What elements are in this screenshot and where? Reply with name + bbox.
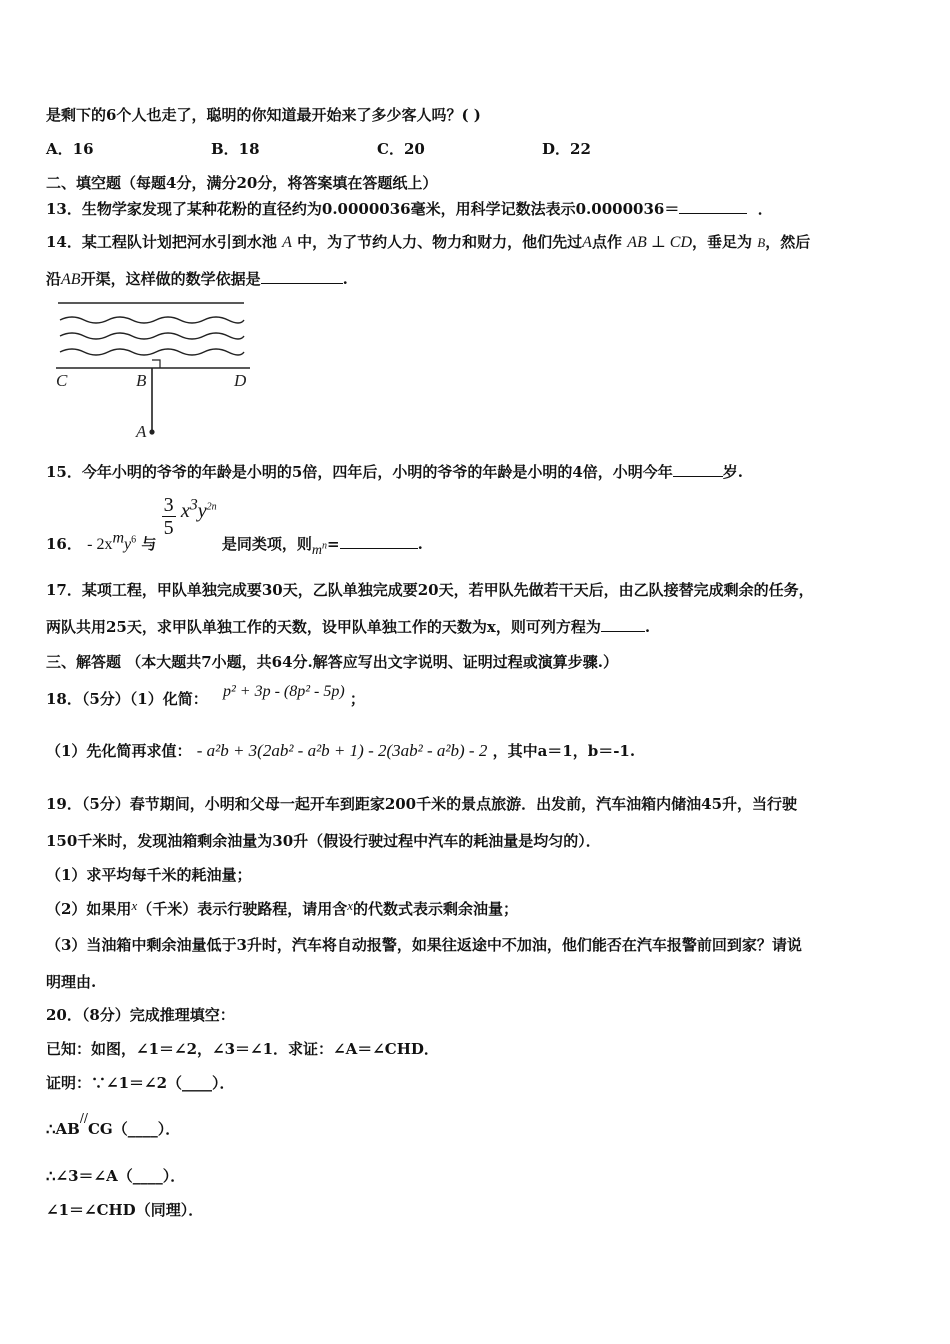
q19-part3-line2: 明理由. [46, 973, 97, 991]
q16-term2-x: x [180, 499, 190, 522]
q19-part2-text-2: （千米）表示行驶路程，请用含 [137, 900, 348, 918]
q13-end: ． [757, 200, 773, 218]
q16-end: . [417, 534, 423, 553]
q17-line1: 17．某项工程，甲队单独完成要30天，乙队单独完成要20天，若甲队先做若干天后，由乙队接替完成剩余的任务， [46, 581, 814, 599]
q18-sub-end: ，其中a＝1，b＝-1. [492, 742, 636, 760]
q13-text: 13．生物学家发现了某种花粉的直径约为0.0000036毫米，用科学记数法表示0.0000036＝ [46, 200, 680, 218]
q16-frac-denominator: 5 [163, 517, 174, 539]
q19-part1: （1）求平均每千米的耗油量； [46, 866, 252, 884]
q18-part2 [46, 740, 635, 761]
q14-line1 [46, 231, 810, 252]
q16 [46, 494, 423, 558]
q14-var-ab: AB [61, 271, 81, 288]
q20-proof-3: ∴∠3＝∠A（____）． [46, 1167, 186, 1185]
label-a: A [136, 422, 147, 441]
q14-text-2: 中，为了节约人力、物力和财力，他们先过 [297, 233, 583, 251]
q20-given: 已知：如图，∠1＝∠2，∠3＝∠1．求证：∠A＝∠CHD． [46, 1040, 439, 1058]
q19-line2: 150千米时，发现油箱剩余油量为30升（假设行驶过程中汽车的耗油量是均匀的）． [46, 832, 601, 850]
q20-parallel-symbol: // [79, 1111, 88, 1125]
q20-proof-1: 证明：∵∠1＝∠2（____）． [46, 1074, 235, 1092]
q17-end: . [644, 618, 651, 636]
q19-part2-text-3: 的代数式表示剩余油量； [353, 900, 519, 918]
q16-fraction [162, 494, 176, 539]
q16-exp-2n: 2n [206, 500, 217, 512]
section3-title: 三、解答题 （本大题共7小题，共64分.解答应写出文字说明、证明过程或演算步骤.） [46, 653, 618, 671]
q16-answer-blank[interactable] [340, 534, 418, 549]
q18-label: 18．（5分）（1）化简： [46, 690, 208, 708]
q14-text-6: 沿 [46, 270, 62, 288]
q14-text-7: 开渠，这样做的数学依据是 [80, 270, 261, 288]
q16-text: 是同类项，则 [221, 534, 312, 553]
q19-var-x: x [131, 898, 138, 913]
q12-option-a[interactable]: A．16 [46, 140, 94, 158]
q20-proof-2 [46, 1111, 181, 1139]
q14-end: . [342, 270, 348, 288]
q14-var-a-2: A [582, 234, 592, 251]
q18-sub-expression: - a²b + 3(2ab² - a²b + 1) - 2(3ab² - a²b) - 2 [196, 741, 488, 760]
q15-answer-blank[interactable] [673, 462, 723, 477]
q16-with: 与 [141, 534, 157, 553]
label-b: B [136, 371, 147, 390]
q16-equals: = [326, 534, 340, 553]
q15 [46, 461, 743, 482]
label-d: D [234, 371, 247, 390]
q13 [46, 198, 773, 219]
q16-term1-y: y [124, 535, 132, 553]
q19-line1: 19．（5分）春节期间，小明和父母一起开车到距家200千米的景点旅游．出发前，汽车油箱内储油45升，当行驶 [46, 795, 798, 813]
q20-proof-2-cg: CG（____）． [87, 1120, 181, 1138]
q16-exp-6: 6 [131, 534, 137, 546]
q19-part2 [46, 898, 518, 919]
wave-3 [60, 349, 244, 355]
q17-answer-blank[interactable] [601, 617, 645, 632]
wave-1 [60, 317, 244, 323]
q16-term1-coef: - 2x [87, 535, 113, 553]
q20-proof-2-ab: ∴AB [46, 1120, 80, 1138]
q14-text-3: 点作 [591, 233, 622, 251]
q14-text-5: ，然后 [765, 233, 811, 251]
q17-line2 [46, 616, 650, 637]
q19-var-x-2: x [347, 898, 354, 913]
q16-frac-numerator: 3 [163, 494, 174, 516]
river-canal-figure [50, 296, 260, 446]
q14-var-a: A [282, 234, 292, 251]
q13-answer-blank[interactable] [679, 199, 747, 214]
q14-var-b: B [757, 235, 766, 250]
right-angle-mark [152, 360, 160, 368]
q16-exp-3: 3 [189, 495, 198, 513]
q18-expression: p² + 3p - (8p² - 5p) [222, 683, 345, 700]
q16-term2-y: y [197, 499, 207, 522]
q19-part2-text-1: （2）如果用 [46, 900, 132, 918]
q18-end: ； [349, 690, 365, 708]
q16-number: 16． [46, 534, 82, 553]
q16-term1 [87, 529, 137, 553]
q15-end: 岁. [722, 463, 743, 481]
q12-text-tail: 是剩下的6个人也走了，聪明的你知道最开始来了多少客人吗？( ) [46, 106, 481, 124]
q14-text-4: ，垂足为 [692, 233, 753, 251]
q16-mn [311, 539, 327, 558]
wave-2 [60, 333, 244, 339]
q16-exp-m: m [112, 529, 124, 547]
q20-proof-4: ∠1＝∠CHD（同理）． [46, 1201, 204, 1219]
label-c: C [56, 371, 68, 390]
q12-option-c[interactable]: C．20 [377, 140, 425, 158]
q14-answer-blank[interactable] [261, 269, 343, 284]
q16-term2 [180, 495, 217, 522]
q15-text: 15．今年小明的爷爷的年龄是小明的5倍，四年后，小明的爷爷的年龄是小明的4倍，小明今年 [46, 463, 673, 481]
q20-title: 20．（8分）完成推理填空： [46, 1006, 235, 1024]
q19-part3-line1: （3）当油箱中剩余油量低于3升时，汽车将自动报警，如果往返途中不加油，他们能否在汽车报警前回到家？请说 [46, 936, 802, 954]
q18-part1 [46, 680, 365, 708]
q14-line2 [46, 268, 348, 289]
q17-text: 两队共用25天，求甲队单独工作的天数，设甲队单独工作的天数为x，则可列方程为 [46, 618, 601, 636]
q16-mn-n: n [321, 539, 327, 551]
q14-text-1: 14．某工程队计划把河水引到水池 [46, 233, 277, 251]
q12-option-d[interactable]: D．22 [542, 140, 591, 158]
section2-title: 二、填空题（每题4分，满分20分，将答案填在答题纸上） [46, 174, 438, 192]
q18-sub-label: （1）先化简再求值： [46, 742, 192, 760]
q14-perpendicular: AB ⊥ CD [627, 234, 693, 251]
q12-option-b[interactable]: B．18 [211, 140, 260, 158]
q16-mn-m: m [311, 542, 322, 558]
point-a [149, 429, 154, 434]
